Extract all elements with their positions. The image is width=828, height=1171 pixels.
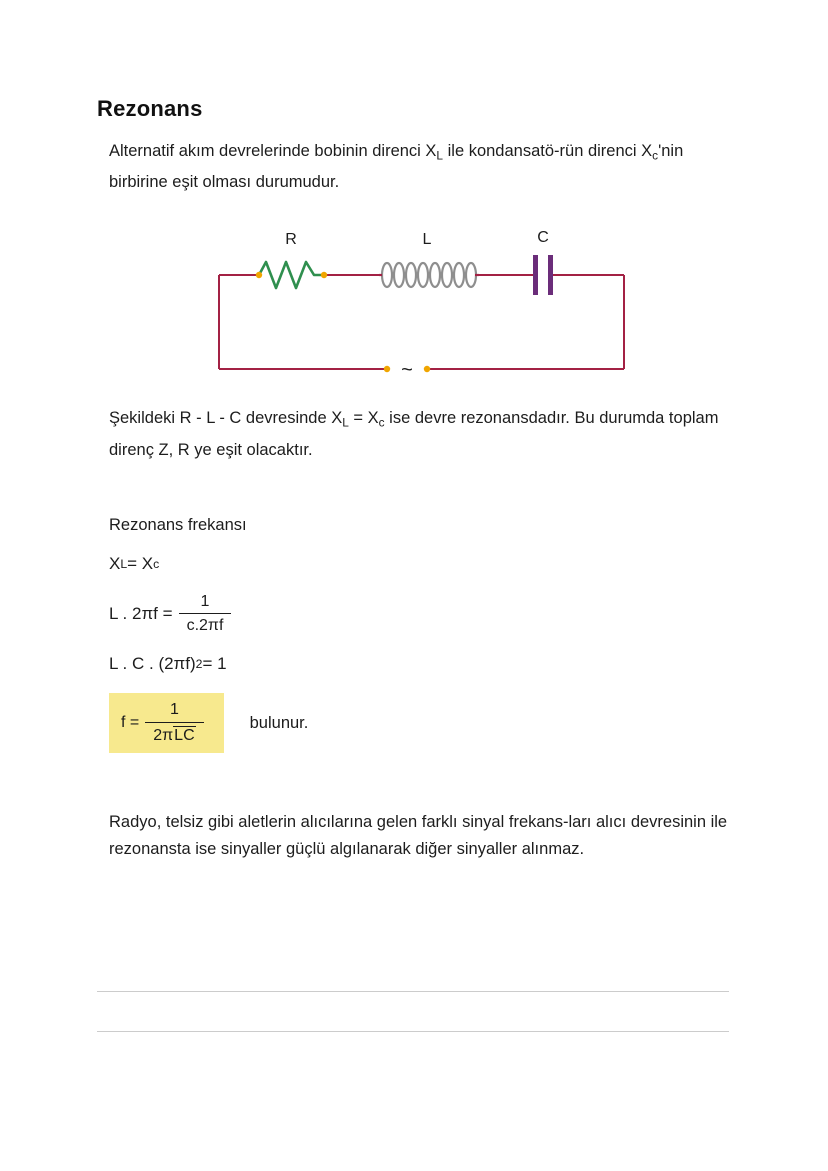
document-content: [97, 96, 737, 867]
after-text-b: = X: [348, 409, 379, 428]
spacer: [97, 468, 737, 490]
label-inductor: L: [422, 231, 432, 249]
ac-source-symbol: [384, 359, 430, 381]
eq1-left-sub: L: [120, 556, 128, 571]
intro-sub-l: L: [436, 148, 444, 163]
eq1-left: X: [109, 553, 121, 573]
label-resistor: R: [285, 231, 297, 249]
eq1-right-sub: c: [153, 556, 160, 571]
rlc-circuit-figure: [97, 222, 737, 387]
intro-text-c: 'nin birbirine eşit olması durumudur.: [109, 142, 684, 192]
equation-4-row: [109, 693, 737, 753]
eq3-exponent: 2: [195, 657, 203, 672]
eq2-left: L . 2πf =: [109, 604, 173, 624]
bulunur-text: bulunur.: [249, 713, 309, 732]
page-title: Rezonans: [97, 96, 203, 121]
equation-2: [109, 593, 737, 636]
divider-2: [97, 1031, 729, 1032]
eq4-radicand: LC: [174, 726, 195, 744]
after-text-c: ise devre rezonansdadır. Bu durumda toplam direnç Z, R ye eşit olacaktır.: [109, 409, 719, 459]
svg-text:~: ~: [401, 359, 413, 382]
after-figure-paragraph: [97, 405, 734, 463]
inductor-symbol: [379, 263, 479, 287]
eq4-denominator: [145, 722, 203, 745]
closing-paragraph: Radyo, telsiz gibi aletlerin alıcılarına gelen farklı sinyal frekans-ları alıcı devresinin ile rezonansta ise sinyaller güçlü algılanarak diğer sinyaller alınmaz.: [109, 813, 728, 859]
eq2-numerator: 1: [200, 592, 210, 610]
sqrt-icon: [173, 726, 195, 745]
formula-heading: Rezonans frekansı: [109, 515, 247, 534]
capacitor-symbol: [533, 255, 553, 295]
formula-block: [97, 516, 737, 754]
equation-1: [109, 553, 737, 575]
equation-3: [109, 653, 737, 675]
eq3-text: L . C . (2πf): [109, 654, 196, 674]
eq2-fraction: [179, 593, 232, 636]
intro-text-b: ile kondansatö-rün direnci X: [443, 142, 653, 160]
intro-text-a: Alternatif akım devrelerinde bobinin direnci X: [109, 142, 437, 160]
label-capacitor: C: [537, 229, 549, 247]
eq3-tail: = 1: [202, 654, 227, 674]
eq2-denominator: c.2πf: [179, 613, 232, 635]
resistor-symbol: [256, 262, 327, 288]
after-sub-c: c: [378, 415, 385, 430]
circuit-wires: [219, 275, 624, 369]
after-text-a: Şekildeki R - L - C devresinde X: [109, 409, 343, 428]
eq4-left: f =: [121, 714, 140, 732]
intro-sub-c: c: [652, 148, 659, 163]
divider-1: [97, 991, 729, 992]
eq4-fraction: [145, 701, 203, 745]
highlighted-formula: [109, 693, 224, 753]
eq1-eq: = X: [127, 553, 154, 573]
after-sub-l: L: [342, 415, 349, 430]
intro-paragraph: [97, 138, 734, 196]
eq4-numerator: 1: [169, 701, 179, 719]
eq4-den-prefix: 2π: [153, 726, 174, 744]
rlc-circuit-svg: [109, 222, 729, 387]
